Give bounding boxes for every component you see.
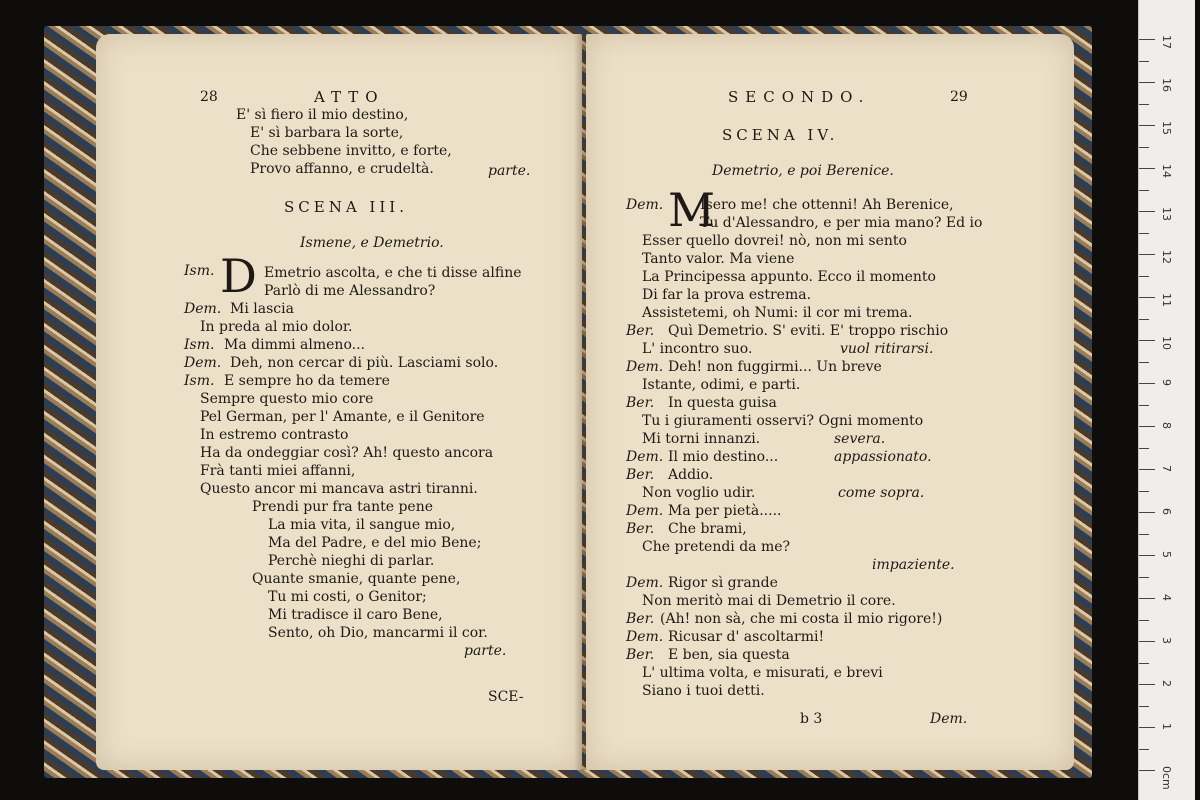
ruler-half-tick — [1139, 491, 1149, 492]
ruler-tick — [1139, 340, 1155, 341]
ruler-label: 3 — [1160, 637, 1173, 644]
ruler-tick — [1139, 82, 1155, 83]
page-number: 29 — [950, 89, 968, 105]
aria-line: Mi tradisce il caro Bene, — [268, 607, 443, 623]
stage-direction: come sopra. — [838, 485, 925, 501]
dialogue-line: Deh, non cercar di più. Lasciami solo. — [230, 355, 499, 371]
dialogue-line: Che brami, — [668, 521, 747, 537]
dialogue-line: Il mio destino... — [668, 449, 779, 465]
ruler-tick — [1139, 426, 1155, 427]
dialogue-line: In questa guisa — [668, 395, 777, 411]
dialogue-line: Assistetemi, oh Numi: il cor mi trema. — [642, 305, 913, 321]
catchword: Dem. — [930, 711, 968, 727]
dialogue-line: E ben, sia questa — [668, 647, 790, 663]
ruler-tick — [1139, 555, 1155, 556]
dialogue-line: Che pretendi da me? — [642, 539, 791, 555]
signature-mark: b 3 — [800, 711, 823, 727]
scene-heading: SCENA IV. — [722, 126, 839, 144]
aria-line: Perchè nieghi di parlar. — [268, 553, 435, 569]
stage-direction: impaziente. — [872, 557, 955, 573]
dialogue-line: Tu i giuramenti osservi? Ogni momento — [642, 413, 924, 429]
left-page — [96, 34, 582, 770]
ruler-half-tick — [1139, 405, 1149, 406]
ruler-label: 1 — [1160, 723, 1173, 730]
verse-line: Provo affanno, e crudeltà. — [250, 161, 434, 177]
ruler-half-tick — [1139, 577, 1149, 578]
dialogue-line: Rigor sì grande — [668, 575, 778, 591]
speaker: Dem. — [626, 197, 664, 213]
dialogue-line: Mi lascia — [230, 301, 294, 317]
scene-characters: Demetrio, e poi Berenice. — [712, 163, 894, 179]
ruler-label: 9 — [1160, 379, 1173, 386]
ruler-half-tick — [1139, 362, 1149, 363]
speaker: Ber. — [626, 611, 655, 627]
ruler-half-tick — [1139, 534, 1149, 535]
speaker: Dem. — [184, 301, 222, 317]
scene-heading: SCENA III. — [284, 198, 408, 216]
stage-direction: vuol ritirarsi. — [840, 341, 934, 357]
dialogue-line: Di far la prova estrema. — [642, 287, 812, 303]
ruler-label: 7 — [1160, 465, 1173, 472]
speaker: Ism. — [184, 337, 215, 353]
ruler-tick — [1139, 125, 1155, 126]
dialogue-line: E sempre ho da temere — [224, 373, 390, 389]
ruler-label: 8 — [1160, 422, 1173, 429]
running-head: SECONDO. — [728, 88, 871, 106]
speaker: Ber. — [626, 467, 655, 483]
ruler-label: 4 — [1160, 594, 1173, 601]
verse-line: Che sebbene invitto, e forte, — [250, 143, 452, 159]
dialogue-line: Deh! non fuggirmi... Un breve — [668, 359, 882, 375]
ruler-label: 2 — [1160, 680, 1173, 687]
speaker: Ber. — [626, 323, 655, 339]
dialogue-line: Ha da ondeggiar così? Ah! questo ancora — [200, 445, 494, 461]
dialogue-line: In preda al mio dolor. — [200, 319, 353, 335]
dialogue-line: Non voglio udir. — [642, 485, 756, 501]
ruler-half-tick — [1139, 190, 1149, 191]
ruler-label: 11 — [1160, 293, 1173, 307]
speaker: Ber. — [626, 521, 655, 537]
dialogue-line: Ricusar d' ascoltarmi! — [668, 629, 825, 645]
stage-direction: parte. — [464, 643, 507, 659]
dialogue-line: La Principessa appunto. Ecco il momento — [642, 269, 936, 285]
ruler-tick — [1139, 598, 1155, 599]
ruler-half-tick — [1139, 276, 1149, 277]
ruler-tick — [1139, 297, 1155, 298]
drop-cap: M — [668, 183, 716, 237]
dialogue-line: Sempre questo mio core — [200, 391, 374, 407]
verse-line: E' sì fiero il mio destino, — [236, 107, 409, 123]
aria-line: La mia vita, il sangue mio, — [268, 517, 456, 533]
ruler-tick — [1139, 641, 1155, 642]
dialogue-line: Non meritò mai di Demetrio il core. — [642, 593, 896, 609]
ruler-label: 12 — [1160, 250, 1173, 264]
ruler-label: 10 — [1160, 336, 1173, 350]
dialogue-line: (Ah! non sà, che mi costa il mio rigore!) — [660, 611, 943, 627]
dialogue-line: Siano i tuoi detti. — [642, 683, 765, 699]
ruler-half-tick — [1139, 233, 1149, 234]
ruler-label: 14 — [1160, 164, 1173, 178]
ruler-label: 15 — [1160, 121, 1173, 135]
dialogue-line: Parlò di me Alessandro? — [264, 283, 436, 299]
speaker: Ber. — [626, 395, 655, 411]
ruler-half-tick — [1139, 104, 1149, 105]
page-number: 28 — [200, 89, 218, 105]
aria-line: Ma del Padre, e del mio Bene; — [268, 535, 482, 551]
speaker: Ber. — [626, 647, 655, 663]
ruler-tick — [1139, 39, 1155, 40]
ruler-half-tick — [1139, 147, 1149, 148]
ruler-tick — [1139, 684, 1155, 685]
ruler-label: 0cm — [1160, 766, 1173, 790]
speaker: Dem. — [626, 359, 664, 375]
dialogue-line: Quì Demetrio. S' eviti. E' troppo rischio — [668, 323, 949, 339]
ruler-half-tick — [1139, 749, 1149, 750]
ruler-half-tick — [1139, 706, 1149, 707]
dialogue-line: Tanto valor. Ma viene — [642, 251, 795, 267]
dialogue-line: Pel German, per l' Amante, e il Genitore — [200, 409, 485, 425]
speaker: Dem. — [626, 503, 664, 519]
ruler-tick — [1139, 469, 1155, 470]
aria-line: Quante smanie, quante pene, — [252, 571, 461, 587]
ruler-half-tick — [1139, 448, 1149, 449]
ruler-label: 5 — [1160, 551, 1173, 558]
ruler-label: 17 — [1160, 35, 1173, 49]
dialogue-line: Questo ancor mi mancava astri tiranni. — [200, 481, 478, 497]
ruler-tick — [1139, 727, 1155, 728]
dialogue-line: Ma dimmi almeno... — [224, 337, 365, 353]
scene-characters: Ismene, e Demetrio. — [300, 235, 444, 251]
dialogue-line: In estremo contrasto — [200, 427, 349, 443]
dialogue-line: Ma per pietà..... — [668, 503, 782, 519]
ruler-tick — [1139, 770, 1155, 771]
speaker: Dem. — [626, 575, 664, 591]
speaker: Dem. — [626, 629, 664, 645]
stage-direction: severa. — [834, 431, 886, 447]
ruler-label: 13 — [1160, 207, 1173, 221]
ruler-tick — [1139, 383, 1155, 384]
dialogue-line: L' ultima volta, e misurati, e brevi — [642, 665, 883, 681]
ruler-half-tick — [1139, 61, 1149, 62]
dialogue-line: Addio. — [668, 467, 714, 483]
dialogue-line: Esser quello dovrei! nò, non mi sento — [642, 233, 907, 249]
speaker: Dem. — [626, 449, 664, 465]
speaker: Dem. — [184, 355, 222, 371]
right-page — [586, 34, 1074, 770]
ruler-tick — [1139, 168, 1155, 169]
ruler-tick — [1139, 512, 1155, 513]
ruler-tick — [1139, 211, 1155, 212]
stage-direction: parte. — [488, 163, 531, 179]
verse-line: E' sì barbara la sorte, — [250, 125, 404, 141]
dialogue-line: Mi torni innanzi. — [642, 431, 761, 447]
dialogue-line: Isero me! che ottenni! Ah Berenice, — [700, 197, 954, 213]
ruler-half-tick — [1139, 319, 1149, 320]
catchword: SCE- — [488, 689, 524, 705]
ruler-tick — [1139, 254, 1155, 255]
aria-line: Prendi pur fra tante pene — [252, 499, 433, 515]
ruler-label: 6 — [1160, 508, 1173, 515]
dialogue-line: L' incontro suo. — [642, 341, 753, 357]
aria-line: Sento, oh Dio, mancarmi il cor. — [268, 625, 488, 641]
dialogue-line: Tu d'Alessandro, e per mia mano? Ed io — [700, 215, 983, 231]
measuring-ruler — [1138, 0, 1195, 800]
drop-cap: D — [220, 249, 257, 303]
ruler-half-tick — [1139, 620, 1149, 621]
speaker: Ism. — [184, 263, 215, 279]
ruler-label: 16 — [1160, 78, 1173, 92]
ruler-half-tick — [1139, 663, 1149, 664]
stage-direction: appassionato. — [834, 449, 932, 465]
dialogue-line: Frà tanti miei affanni, — [200, 463, 356, 479]
speaker: Ism. — [184, 373, 215, 389]
dialogue-line: Istante, odimi, e parti. — [642, 377, 801, 393]
aria-line: Tu mi costi, o Genitor; — [268, 589, 427, 605]
dialogue-line: Emetrio ascolta, e che ti disse alfine — [264, 265, 522, 281]
running-head: ATTO — [314, 88, 385, 106]
